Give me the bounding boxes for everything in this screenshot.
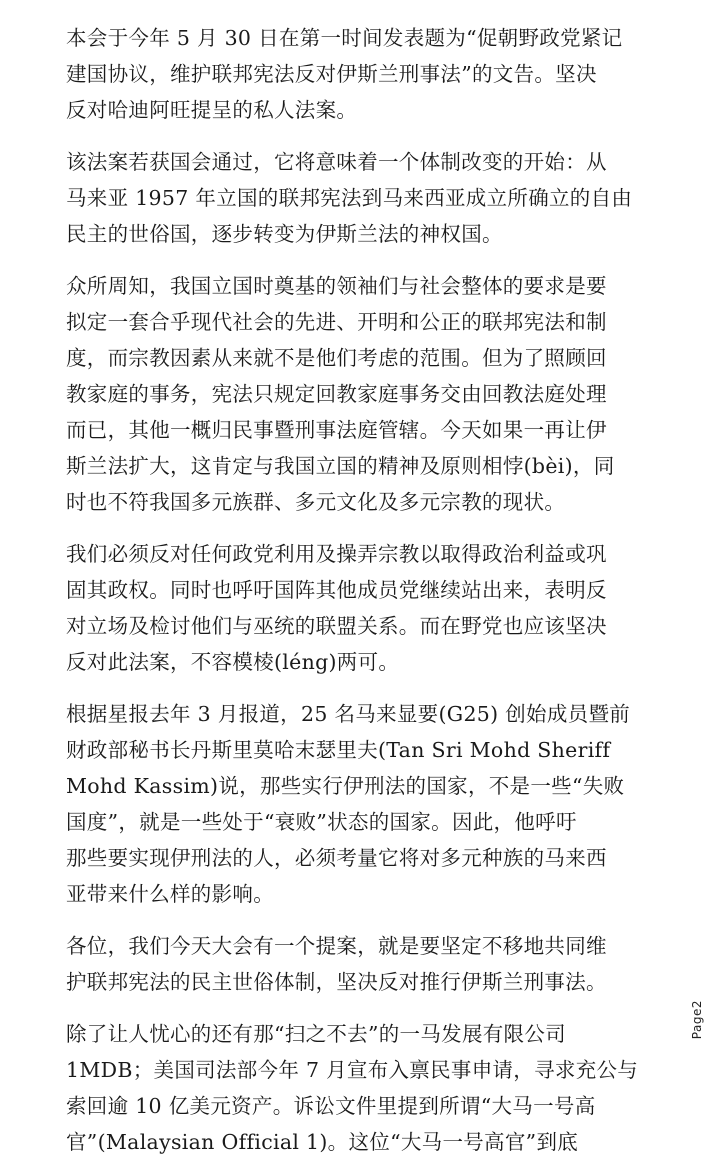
text-line: 财政部秘书长丹斯里莫哈末瑟里夫(Tan Sri Mohd Sheriff <box>66 738 611 762</box>
text-line: 建国协议，维护联邦宪法反对伊斯兰刑事法”的文告。坚决 <box>66 62 597 86</box>
text-line: 索回逾 10 亿美元资产。诉讼文件里提到所谓“大马一号高 <box>66 1094 596 1118</box>
text-line: 我们必须反对任何政党利用及操弄宗教以取得政治利益或巩 <box>66 542 607 566</box>
text-line: 本会于今年 5 月 30 日在第一时间发表题为“促朝野政党紧记 <box>66 26 623 50</box>
text-line: 时也不符我国多元族群、多元文化及多元宗教的现状。 <box>66 490 566 514</box>
text-line: 度，而宗教因素从来就不是他们考虑的范围。但为了照顾回 <box>66 346 607 370</box>
text-line: 马来亚 1957 年立国的联邦宪法到马来西亚成立所确立的自由 <box>66 186 633 210</box>
text-line: 除了让人忧心的还有那“扫之不去”的一马发展有限公司 <box>66 1022 566 1046</box>
text-line: 亚带来什么样的影响。 <box>66 882 274 906</box>
text-line: 拟定一套合乎现代社会的先进、开明和公正的联邦宪法和制 <box>66 310 607 334</box>
document-body <box>66 20 676 1176</box>
text-line: 斯兰法扩大，这肯定与我国立国的精神及原则相悖(bèi)，同 <box>66 454 615 478</box>
paragraph <box>66 1016 676 1160</box>
text-line: Mohd Kassim)说，那些实行伊刑法的国家，不是一些“失败 <box>66 774 625 798</box>
text-line: 各位，我们今天大会有一个提案，就是要坚定不移地共同维 <box>66 934 607 958</box>
text-line: 官”(Malaysian Official 1)。这位“大马一号高官”到底 <box>66 1130 579 1154</box>
paragraph <box>66 536 676 680</box>
text-line: 那些要实现伊刑法的人，必须考量它将对多元种族的马来西 <box>66 846 607 870</box>
text-line: 国度”，就是一些处于“衰败”状态的国家。因此，他呼吁 <box>66 810 577 834</box>
page-number: Page2 <box>690 1000 704 1040</box>
text-line: 护联邦宪法的民主世俗体制，坚决反对推行伊斯兰刑事法。 <box>66 970 607 994</box>
text-line: 根据星报去年 3 月报道，25 名马来显要(G25) 创始成员暨前 <box>66 702 631 726</box>
paragraph <box>66 268 676 520</box>
text-line: 众所周知，我国立国时奠基的领袖们与社会整体的要求是要 <box>66 274 607 298</box>
text-line: 教家庭的事务，宪法只规定回教家庭事务交由回教法庭处理 <box>66 382 607 406</box>
text-line: 对立场及检讨他们与巫统的联盟关系。而在野党也应该坚决 <box>66 614 607 638</box>
text-line: 民主的世俗国，逐步转变为伊斯兰法的神权国。 <box>66 222 503 246</box>
text-line: 1MDB；美国司法部今年 7 月宣布入禀民事申请，寻求充公与 <box>66 1058 639 1082</box>
text-line: 反对哈迪阿旺提呈的私人法案。 <box>66 98 358 122</box>
paragraph <box>66 20 676 128</box>
paragraph <box>66 144 676 252</box>
paragraph <box>66 696 676 912</box>
text-line: 反对此法案，不容模棱(léng)两可。 <box>66 650 400 674</box>
text-line: 而已，其他一概归民事暨刑事法庭管辖。今天如果一再让伊 <box>66 418 607 442</box>
paragraph <box>66 928 676 1000</box>
text-line: 该法案若获国会通过，它将意味着一个体制改变的开始：从 <box>66 150 607 174</box>
text-line: 固其政权。同时也呼吁国阵其他成员党继续站出来，表明反 <box>66 578 607 602</box>
